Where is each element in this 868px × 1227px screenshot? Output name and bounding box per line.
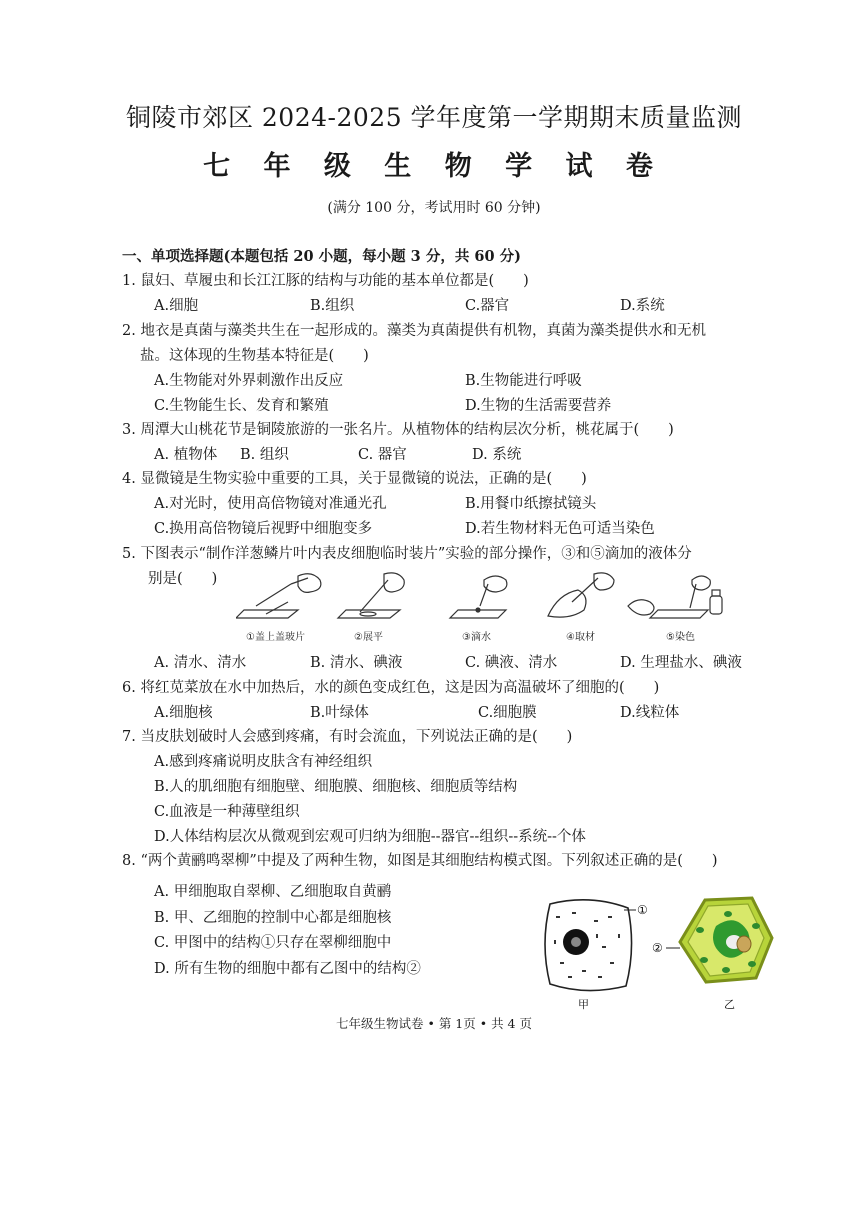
q7-option-c: C.血液是一种薄壁组织 (154, 804, 300, 820)
q8-option-a: A. 甲细胞取自翠柳、乙细胞取自黄鹂 (154, 884, 392, 900)
page-footer: 七年级生物试卷 • 第 1页 • 共 4 页 (336, 1016, 532, 1031)
step5-illustration (628, 576, 722, 618)
exam-subtitle: 七 年 级 生 物 学 试 卷 (203, 151, 665, 182)
q2-option-c: C.生物能生长、发育和繁殖 (154, 398, 329, 414)
step1-illustration (236, 574, 321, 618)
q3-option-b: B. 组织 (240, 447, 289, 463)
animal-cell-diagram (545, 900, 648, 991)
q7-option-a: A.感到疼痛说明皮肤含有神经组织 (154, 754, 373, 770)
q1-option-b: B.组织 (310, 298, 355, 314)
label-structure-2: ② (652, 941, 663, 955)
q7-stem: 7. 当皮肤划破时人会感到疼痛，有时会流血，下列说法正确的是( ) (122, 729, 573, 745)
label-structure-1: ① (637, 903, 648, 917)
q8-option-b: B. 甲、乙细胞的控制中心都是细胞核 (154, 910, 392, 926)
step3-label: ③滴水 (462, 632, 491, 643)
q5-option-a: A. 清水、清水 (154, 655, 247, 671)
q3-option-c: C. 器官 (358, 447, 407, 463)
q5-option-d: D. 生理盐水、碘液 (620, 655, 742, 671)
step2-illustration (338, 573, 404, 618)
section-heading: 一、单项选择题(本题包括 20 小题，每小题 3 分，共 60 分) (122, 248, 521, 265)
q2-stem-line1: 2. 地衣是真菌与藻类共生在一起形成的。藻类为真菌提供有机物，真菌为藻类提供水和无机 (122, 323, 706, 339)
label-jia: 甲 (578, 998, 589, 1011)
q3-stem: 3. 周潭大山桃花节是铜陵旅游的一张名片。从植物体的结构层次分析，桃花属于( ) (122, 422, 674, 438)
q2-stem-line2: 盐。这体现的生物基本特征是( ) (140, 348, 369, 364)
step4-illustration (548, 573, 614, 617)
exam-title: 铜陵市郊区 2024-2025 学年度第一学期期末质量监测 (125, 103, 743, 132)
q4-stem: 4. 显微镜是生物实验中重要的工具，关于显微镜的说法，正确的是( ) (122, 471, 587, 487)
q7-option-d: D.人体结构层次从微观到宏观可归纳为细胞--器官--组织--系统--个体 (154, 829, 586, 845)
q4-option-a: A.对光时，使用高倍物镜对准通光孔 (154, 496, 387, 512)
step3-illustration (450, 576, 507, 618)
cell-structure-figure (520, 890, 790, 1012)
q6-option-a: A.细胞核 (154, 705, 213, 721)
q4-option-b: B.用餐巾纸擦拭镜头 (465, 496, 597, 512)
q5-option-c: C. 碘液、清水 (465, 655, 558, 671)
step4-label: ④取材 (566, 632, 595, 643)
q7-option-b: B.人的肌细胞有细胞壁、细胞膜、细胞核、细胞质等结构 (154, 779, 518, 795)
q8-option-d: D. 所有生物的细胞中都有乙图中的结构② (154, 961, 421, 977)
plant-cell-diagram (652, 898, 772, 982)
q2-option-a: A.生物能对外界刺激作出反应 (154, 373, 344, 389)
q5-option-b: B. 清水、碘液 (310, 655, 403, 671)
q6-option-c: C.细胞膜 (478, 705, 537, 721)
q8-stem: 8. “两个黄鹂鸣翠柳”中提及了两种生物，如图是其细胞结构模式图。下列叙述正确的是( ) (122, 853, 718, 869)
q2-option-b: B.生物能进行呼吸 (465, 373, 582, 389)
q3-option-a: A. 植物体 (154, 447, 218, 463)
q1-stem: 1. 鼠妇、草履虫和长江江豚的结构与功能的基本单位都是( ) (122, 273, 529, 289)
step2-label: ②展平 (354, 632, 383, 643)
label-yi: 乙 (724, 998, 735, 1011)
q1-option-d: D.系统 (620, 298, 665, 314)
q3-option-d: D. 系统 (472, 447, 522, 463)
q5-stem-line2: 别是( ) (148, 571, 218, 587)
step1-label: ①盖上盖玻片 (246, 632, 305, 643)
q8-option-c: C. 甲图中的结构①只存在翠柳细胞中 (154, 935, 392, 951)
q5-stem-line1: 5. 下图表示“制作洋葱鳞片叶内表皮细胞临时装片”实验的部分操作，③和⑤滴加的液体分 (122, 546, 692, 562)
q1-option-c: C.器官 (465, 298, 510, 314)
step5-label: ⑤染色 (666, 632, 695, 643)
q4-option-c: C.换用高倍物镜后视野中细胞变多 (154, 521, 373, 537)
q2-option-d: D.生物的生活需要营养 (465, 398, 612, 414)
q4-option-d: D.若生物材料无色可适当染色 (465, 521, 655, 537)
score-note: (满分 100 分，考试用时 60 分钟) (327, 200, 541, 216)
q1-option-a: A.细胞 (154, 298, 199, 314)
q6-stem: 6. 将红苋菜放在水中加热后，水的颜色变成红色，这是因为高温破坏了细胞的( ) (122, 680, 660, 696)
q6-option-b: B.叶绿体 (310, 705, 369, 721)
q6-option-d: D.线粒体 (620, 705, 680, 721)
slide-preparation-figure (236, 566, 736, 648)
